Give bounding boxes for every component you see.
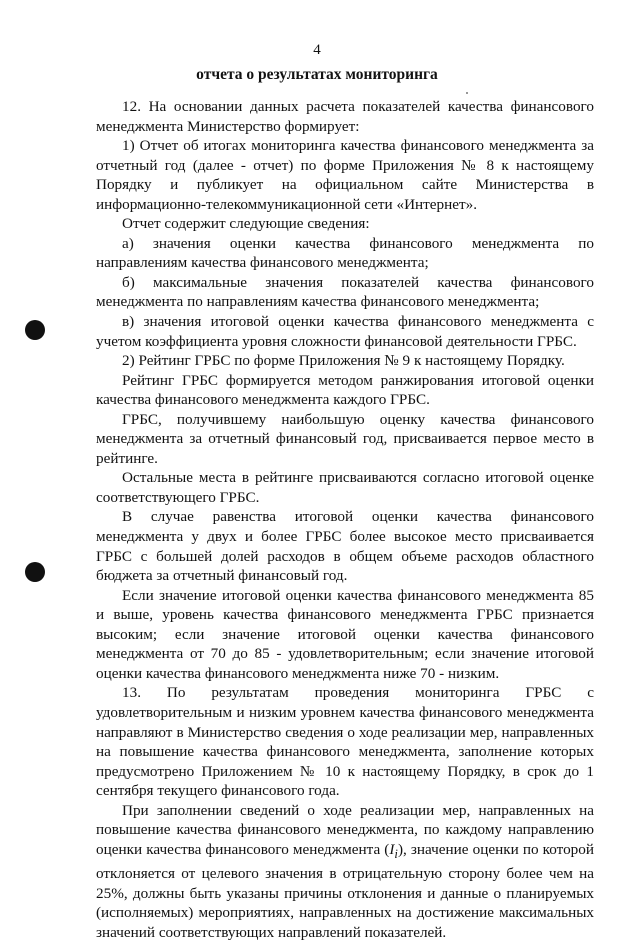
paragraph-other-places: Остальные места в рейтинге присваиваются согласно итоговой оценке соответствующего ГРБС. — [96, 469, 594, 506]
paragraph-report: 1) Отчет об итогах мониторинга качества финансового менеджмента за отчетный год (далее - отчет) по форме Приложения № 8 к настоящему Порядку и публикует на официальном сайте Министерства в информационно-телекоммуникационной сети «Интернет». — [96, 137, 594, 213]
list-item-a: а) значения оценки качества финансового менеджмента по направлениям качества финансового менеджмента; — [96, 234, 594, 272]
paragraph-rating-method: Рейтинг ГРБС формируется методом ранжирования итоговой оценки качества финансового менеджмента каждого ГРБС. — [96, 371, 594, 409]
paragraph-equal-scores: В случае равенства итоговой оценки качества финансового менеджмента у двух и более ГРБС более высокое место присваивается ГРБС с большей долей расходов в общем объеме расходов областного бюджета за отчетный финансовый год. — [96, 508, 594, 585]
punch-hole — [25, 320, 45, 340]
paragraph-13: 13. По результатам проведения мониторинга ГРБС с удовлетворительным и низким уровнем качества финансового менеджмента направляют в Министерство сведения о ходе реализации мер, направленных на повышение качества финансового менеджмента, заполнение которых предусмотрено Приложением № 10 к настоящему Порядку, в срок до 1 сентября текущего финансового года. — [96, 684, 594, 800]
paragraph-12-intro: 12. На основании данных расчета показателей качества финансового менеджмента Министерство формирует: — [96, 98, 594, 135]
paragraph-first-place: ГРБС, получившему наибольшую оценку качества финансового менеджмента за отчетный финансовый год, присваивается первое место в рейтинге. — [96, 410, 594, 467]
punch-hole — [25, 562, 45, 582]
scan-speck — [466, 92, 468, 94]
list-item-b: б) максимальные значения показателей качества финансового менеджмента по направлениям качества финансового менеджмента; — [96, 273, 594, 311]
deviation-text-before: При заполнении сведений о ходе реализации мер, направленных на повышение качества финансового менеджмента, по каждому направлению оценки качества финансового менеджмента ( — [96, 801, 594, 858]
paragraph-deviation — [96, 801, 594, 943]
body-text — [96, 97, 594, 943]
paragraph-quality-levels: Если значение итоговой оценки качества финансового менеджмента 85 и выше, уровень качества финансового менеджмента ГРБС признается высоким; если значение итоговой оценки качества финансового менеджмента от 70 до 85 - удовлетворительным; если значение итоговой оценки качества финансового менеджмента ниже 70 - низким. — [96, 586, 594, 682]
list-item-v: в) значения итоговой оценки качества финансового менеджмента с учетом коэффициента уровня сложности финансовой деятельности ГРБС. — [96, 313, 594, 350]
formula-subscript: i — [394, 846, 398, 861]
section-header: отчета о результатах мониторинга — [196, 66, 438, 83]
formula-symbol: I — [389, 840, 395, 858]
deviation-text-after: ), значение оценки по которой отклоняется от целевого значения в отрицательную сторону более чем на 25%, должны быть указаны причины отклонения и данные о планируемых (исполняемых) мероприятиях, направленных на достижение максимальных значений соответствующих направлений показателей. — [96, 840, 594, 941]
paragraph-report-contents: Отчет содержит следующие сведения: — [122, 215, 370, 233]
paragraph-rating: 2) Рейтинг ГРБС по форме Приложения № 9 к настоящему Порядку. — [122, 352, 565, 370]
page-number: 4 — [313, 42, 321, 58]
